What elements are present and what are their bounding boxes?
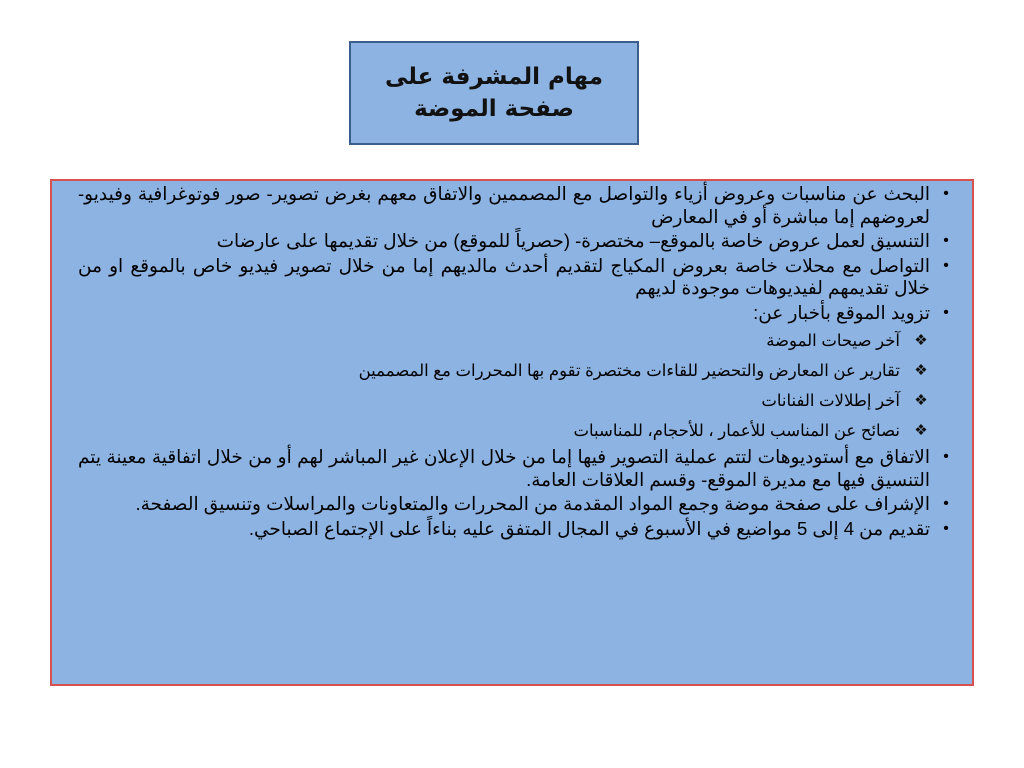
subitem-text: آخر صيحات الموضة: [766, 332, 900, 350]
subitem-text: تقارير عن المعارض والتحضير للقاءات مختصرة تقوم بها المحررات مع المصممين: [358, 362, 900, 380]
bullet-icon: •: [943, 256, 949, 274]
task-item-text: البحث عن مناسبات وعروض أزياء والتواصل مع المصممين والاتفاق معهم بغرض تصوير- صور فوتوغرافية وفيديو- لعروضهم إما مباشرة أو في المعارض: [78, 183, 930, 227]
diamond-bullet-icon: ❖: [914, 422, 928, 439]
diamond-bullet-icon: ❖: [914, 332, 928, 349]
bullet-icon: •: [943, 232, 949, 249]
task-item-text: تزويد الموقع بأخبار عن:: [753, 301, 930, 323]
bullet-icon: •: [943, 185, 949, 202]
task-item-text: الإشراف على صفحة موضة وجمع المواد المقدمة من المحررات والمتعاونات والمراسلات وتنسيق الصفحة.: [135, 493, 930, 514]
task-item-weekly-topics: [78, 518, 956, 541]
subitem-latest-trends: [78, 326, 956, 356]
subitem-exhibition-reports: [78, 356, 956, 386]
subitem-celebrity-looks: [78, 386, 956, 416]
task-item-supervision: [78, 493, 956, 516]
slide-title-box: [349, 41, 639, 145]
task-item-coordinate-shows: [78, 230, 956, 253]
diamond-bullet-icon: ❖: [914, 362, 928, 379]
bullet-icon: •: [943, 495, 949, 512]
bullet-icon: •: [943, 448, 949, 465]
subitem-text: آخر إطلالات الفنانات: [761, 392, 900, 410]
subitem-advice: [78, 416, 956, 446]
task-item-studios: [78, 446, 956, 491]
task-item-text: التواصل مع محلات خاصة بعروض المكياج لتقديم أحدث مالديهم إما من خلال تصوير فيديو خاص بالموقع او من خلال تقديمهم لفيديوهات موجودة لديهم: [78, 254, 930, 298]
content-box: [50, 179, 974, 686]
task-item-text: التنسيق لعمل عروض خاصة بالموقع– مختصرة- (حصرياً للموقع) من خلال تقديمها على عارضات: [216, 230, 930, 251]
bullet-icon: •: [943, 519, 949, 537]
task-item-text: تقديم من 4 إلى 5 مواضيع في الأسبوع في المجال المتفق عليه بناءاً على الإجتماع الصباحي.: [248, 517, 930, 539]
task-list: [78, 183, 956, 540]
task-item-makeup-shops: [78, 255, 956, 300]
subitem-text: نصائح عن المناسب للأعمار ، للأحجام، للمناسبات: [573, 422, 900, 440]
task-item-news: [78, 302, 956, 325]
slide-title-line-1: مهام المشرفة على: [385, 64, 603, 90]
task-item-search: [78, 183, 956, 228]
bullet-icon: •: [943, 303, 949, 321]
diamond-bullet-icon: ❖: [914, 392, 928, 409]
slide-title-line-2: صفحة الموضة: [414, 96, 574, 122]
task-item-text: الاتفاق مع أستوديوهات لتتم عملية التصوير فيها إما من خلال الإعلان غير المباشر لهم أو من خلال اتفاقية معينة يتم التنسيق فيها مع مديرة الموقع- وقسم العلاقات العامة.: [78, 446, 930, 490]
